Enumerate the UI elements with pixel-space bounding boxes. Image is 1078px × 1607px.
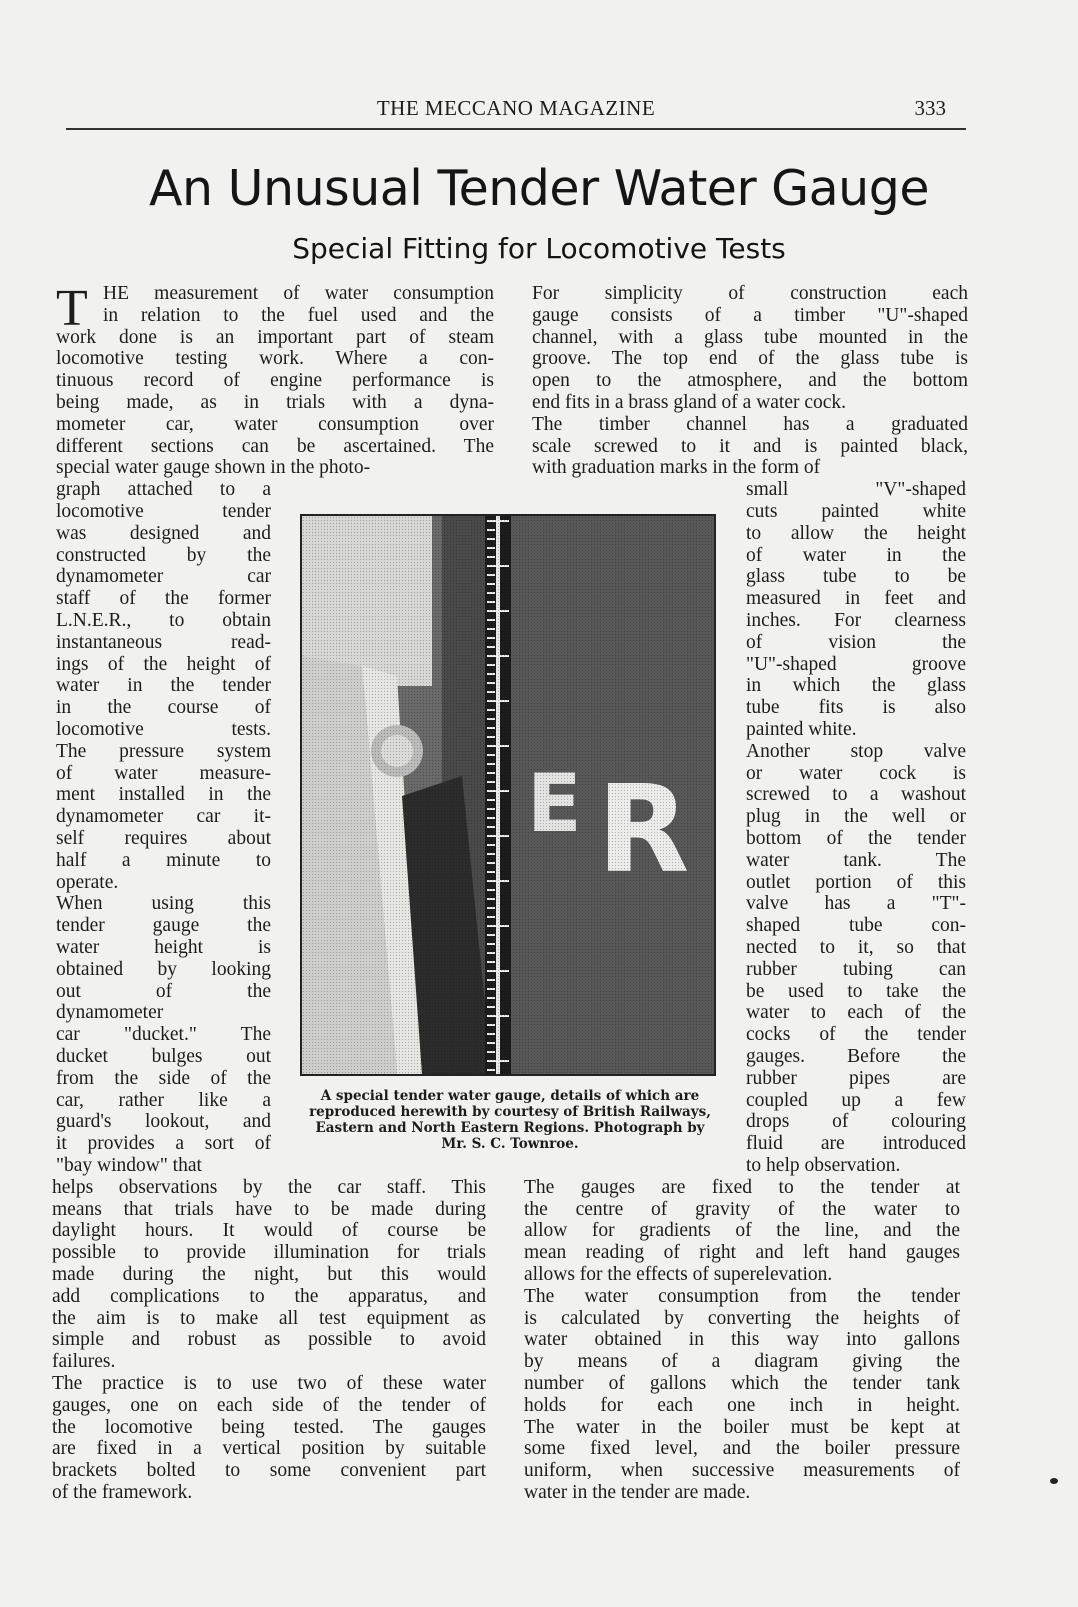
text-line: graph attached to a bbox=[56, 479, 271, 501]
text-line: coupled up a few bbox=[746, 1089, 966, 1111]
text-line: daylight hours. It would of course be bbox=[52, 1220, 486, 1242]
text-line: locomotive tests. bbox=[56, 719, 271, 740]
text-line: in relation to the fuel used and the bbox=[103, 304, 494, 326]
text-line: cocks of the tender bbox=[746, 1024, 966, 1046]
text-line: mean reading of right and left hand gauges bbox=[524, 1242, 960, 1264]
text-line: from the side of the bbox=[56, 1067, 271, 1089]
text-line: to allow the height bbox=[746, 522, 966, 544]
text-line: number of gallons which the tender tank bbox=[524, 1373, 960, 1394]
text-line: allow for gradients of the line, and the bbox=[524, 1220, 960, 1242]
caption-line: reproduced herewith by courtesy of British Railways, bbox=[309, 1104, 711, 1120]
text-line: being made, as in trials with a dyna- bbox=[56, 392, 494, 413]
text-line: screwed to a washout bbox=[746, 784, 966, 806]
text-line: bottom of the tender bbox=[746, 828, 966, 849]
text-line: water in the tender are made. bbox=[524, 1482, 751, 1503]
text-line: water height is bbox=[56, 937, 271, 958]
running-header bbox=[66, 96, 966, 130]
text-line: nected to it, so that bbox=[746, 937, 966, 958]
text-line: special water gauge shown in the photo- bbox=[56, 457, 371, 479]
text-line: rubber pipes are bbox=[746, 1067, 966, 1089]
text-line: glass tube to be bbox=[746, 566, 966, 588]
text-line: constructed by the bbox=[56, 544, 271, 566]
text-line: open to the atmosphere, and the bottom bbox=[532, 370, 968, 392]
text-line: instantaneous read- bbox=[56, 631, 271, 653]
text-line: allows for the effects of superelevation. bbox=[524, 1264, 833, 1285]
text-line: guard's lookout, and bbox=[56, 1111, 271, 1133]
text-line: of water measure- bbox=[56, 762, 271, 784]
text-line: half a minute to bbox=[56, 849, 271, 871]
text-line: brackets bolted to some convenient part bbox=[52, 1460, 486, 1482]
text-line: dynamometer car bbox=[56, 566, 271, 588]
text-line: water in the tender bbox=[56, 675, 271, 697]
text-line: or water cock is bbox=[746, 762, 966, 784]
text-line: of the framework. bbox=[52, 1482, 193, 1503]
text-line: add complications to the apparatus, and bbox=[52, 1285, 486, 1307]
text-line: in which the glass bbox=[746, 675, 966, 697]
text-line: of vision the bbox=[746, 631, 966, 653]
text-line: be used to take the bbox=[746, 980, 966, 1002]
text-line: in the course of bbox=[56, 697, 271, 719]
text-line: end fits in a brass gland of a water cock. bbox=[532, 392, 847, 413]
text-line: it provides a sort of bbox=[56, 1133, 271, 1155]
text-line: gauges, one on each side of the tender of bbox=[52, 1394, 486, 1416]
text-line: channel, with a glass tube mounted in the bbox=[532, 326, 968, 348]
drop-cap: T bbox=[56, 280, 88, 337]
text-line: rubber tubing can bbox=[746, 958, 966, 980]
text-line: groove. The top end of the glass tube is bbox=[532, 348, 968, 370]
photo-caption bbox=[290, 1088, 730, 1152]
text-line: painted white. bbox=[746, 719, 857, 740]
text-line: means that trials have to be made during bbox=[52, 1198, 486, 1220]
article-subtitle: Special Fitting for Locomotive Tests bbox=[292, 232, 786, 265]
text-line: Another stop valve bbox=[746, 740, 966, 762]
article-title: An Unusual Tender Water Gauge bbox=[149, 160, 929, 217]
text-line: L.N.E.R., to obtain bbox=[56, 610, 271, 631]
text-line: ducket bulges out bbox=[56, 1046, 271, 1067]
caption-line: Eastern and North Eastern Regions. Photograph by bbox=[315, 1120, 705, 1136]
text-line: dynamometer bbox=[56, 1002, 164, 1024]
text-line: mometer car, water consumption over bbox=[56, 413, 494, 435]
text-line: tube fits is also bbox=[746, 697, 966, 719]
text-line: "U"-shaped groove bbox=[746, 653, 966, 675]
text-line: self requires about bbox=[56, 828, 271, 849]
text-line: When using this bbox=[56, 893, 271, 915]
text-line: obtained by looking bbox=[56, 958, 271, 980]
text-line: to help observation. bbox=[746, 1155, 901, 1176]
text-line: small "V"-shaped bbox=[746, 479, 966, 501]
text-line: ment installed in the bbox=[56, 784, 271, 806]
tender-gauge-photograph bbox=[300, 514, 716, 1076]
text-line: car "ducket." The bbox=[56, 1024, 271, 1046]
text-line: water tank. The bbox=[746, 849, 966, 871]
text-line: the aim is to make all test equipment as bbox=[52, 1307, 486, 1329]
text-line: by means of a diagram giving the bbox=[524, 1351, 960, 1373]
text-line: simple and robust as possible to avoid bbox=[52, 1329, 486, 1351]
text-line: measured in feet and bbox=[746, 588, 966, 610]
text-line: locomotive tender bbox=[56, 501, 271, 522]
text-line: outlet portion of this bbox=[746, 871, 966, 893]
text-line: is calculated by converting the heights of bbox=[524, 1307, 960, 1329]
text-line: of water in the bbox=[746, 544, 966, 566]
text-line: The pressure system bbox=[56, 740, 271, 762]
text-line: locomotive testing work. Where a con- bbox=[56, 348, 494, 370]
text-line: are fixed in a vertical position by suitable bbox=[52, 1438, 486, 1460]
text-line: scale screwed to it and is painted black, bbox=[532, 435, 968, 457]
text-line: The practice is to use two of these water bbox=[52, 1373, 486, 1394]
running-title: THE MECCANO MAGAZINE bbox=[376, 96, 656, 120]
caption-line: A special tender water gauge, details of which are bbox=[320, 1088, 700, 1104]
text-line: shaped tube con- bbox=[746, 915, 966, 937]
text-line: "bay window" that bbox=[56, 1155, 202, 1176]
text-line: staff of the former bbox=[56, 588, 271, 610]
text-line: operate. bbox=[56, 871, 119, 893]
text-line: ings of the height of bbox=[56, 653, 271, 675]
text-line: out of the bbox=[56, 980, 271, 1002]
text-line: water obtained in this way into gallons bbox=[524, 1329, 960, 1351]
page-blemish bbox=[1050, 1478, 1058, 1484]
text-line: car, rather like a bbox=[56, 1089, 271, 1111]
text-line: cuts painted white bbox=[746, 501, 966, 522]
text-line: made during the night, but this would bbox=[52, 1264, 486, 1285]
text-line: some fixed level, and the boiler pressure bbox=[524, 1438, 960, 1460]
text-line: gauge consists of a timber "U"-shaped bbox=[532, 304, 968, 326]
text-line: gauges. Before the bbox=[746, 1046, 966, 1067]
text-line: with graduation marks in the form of bbox=[532, 457, 821, 479]
text-line: The water consumption from the tender bbox=[524, 1285, 960, 1307]
text-line: valve has a "T"- bbox=[746, 893, 966, 915]
text-line: tender gauge the bbox=[56, 915, 271, 937]
text-line: possible to provide illumination for trials bbox=[52, 1242, 486, 1264]
text-line: was designed and bbox=[56, 522, 271, 544]
text-line: helps observations by the car staff. This bbox=[52, 1176, 486, 1198]
text-line: inches. For clearness bbox=[746, 610, 966, 631]
text-line: The water in the boiler must be kept at bbox=[524, 1416, 960, 1438]
text-line: The timber channel has a graduated bbox=[532, 413, 968, 435]
text-line: fluid are introduced bbox=[746, 1133, 966, 1155]
text-line: the locomotive being tested. The gauges bbox=[52, 1416, 486, 1438]
text-line: uniform, when successive measurements of bbox=[524, 1460, 960, 1482]
text-line: work done is an important part of steam bbox=[56, 326, 494, 348]
text-line: HE measurement of water consumption bbox=[103, 283, 494, 304]
text-line: different sections can be ascertained. The bbox=[56, 435, 494, 457]
text-line: For simplicity of construction each bbox=[532, 283, 968, 304]
page-number: 333 bbox=[914, 96, 946, 120]
text-line: plug in the well or bbox=[746, 806, 966, 828]
text-line: the centre of gravity of the water to bbox=[524, 1198, 960, 1220]
text-line: holds for each one inch in height. bbox=[524, 1394, 960, 1416]
text-line: tinuous record of engine performance is bbox=[56, 370, 494, 392]
text-line: drops of colouring bbox=[746, 1111, 966, 1133]
caption-line: Mr. S. C. Townroe. bbox=[441, 1136, 579, 1152]
text-line: water to each of the bbox=[746, 1002, 966, 1024]
text-line: The gauges are fixed to the tender at bbox=[524, 1176, 960, 1198]
text-line: failures. bbox=[52, 1351, 116, 1373]
text-line: dynamometer car it- bbox=[56, 806, 271, 828]
